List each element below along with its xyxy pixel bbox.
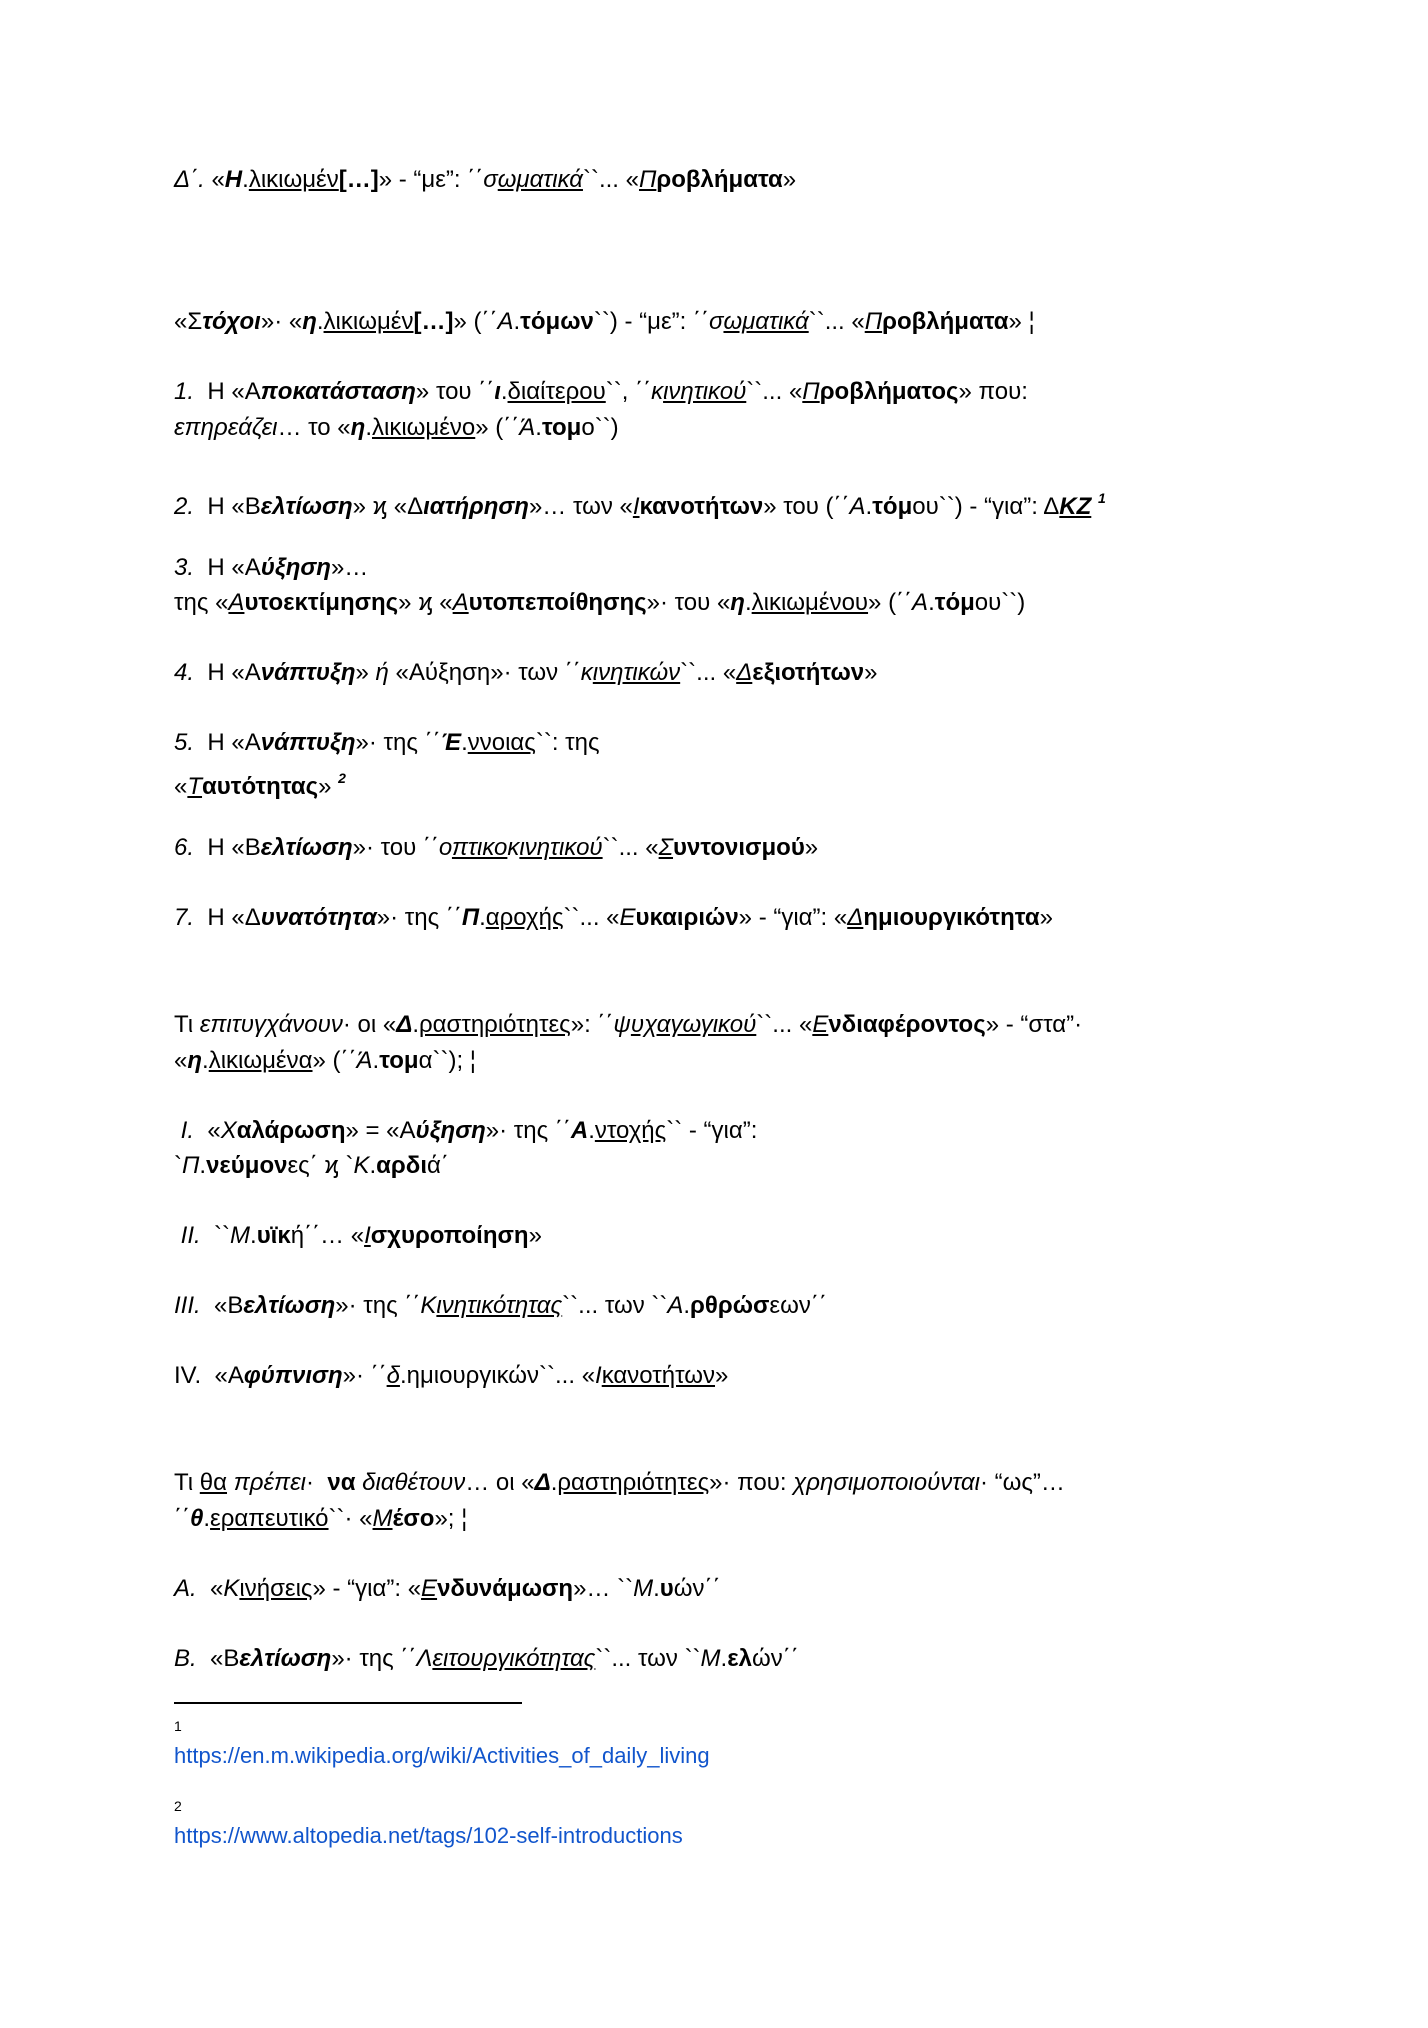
text-line: Τι επιτυγχάνουν· οι «Δ.ραστηριότητες»: ΄΄ψυχαγωγικού``... «Ενδιαφέροντος» - “στα”· <box>174 1011 1083 1038</box>
text-line: I. «Χαλάρωση» = «Αύξηση»· της ΄΄Α.ντοχής`` - “για”: <box>180 1117 758 1144</box>
text-line: «Ταυτότητας» $^2$ <box>174 770 346 800</box>
text-line: 4. Η «Ανάπτυξη» ή «Αύξηση»· των ΄΄κινητικών``... «Δεξιοτήτων» <box>174 659 878 686</box>
footnote-number: 1 <box>174 1718 182 1734</box>
text-line: ΄΄θ.εραπευτικό``· «Μέσο»; ¦ <box>174 1505 468 1532</box>
footnote-number: 2 <box>174 1798 182 1814</box>
footnote-link[interactable]: https://en.m.wikipedia.org/wiki/Activities_of_daily_living <box>174 1743 710 1768</box>
text-line: 2. Η «Βελτίωση» ϗ «Διατήρηση»… των «Ικανοτήτων» του (΄΄Α.τόμου``) - “για”: ΔΚΖ $^1$ <box>174 490 1106 520</box>
text-line: `Π.νεύμονες΄ ϗ `Κ.αρδιά΄ <box>174 1152 449 1179</box>
text-line: της «Αυτοεκτίμησης» ϗ «Αυτοπεποίθησης»· του «η.λικιωμένου» (΄΄Α.τόμου``) <box>174 589 1026 616</box>
text-line: «η.λικιωμένα» (΄΄Ά.τομα``); ¦ <box>174 1047 477 1074</box>
text-line: 3. Η «Αύξηση»… <box>174 554 369 581</box>
text-line: III. «Βελτίωση»· της ΄΄Κινητικότητας``... των ``Α.ρθρώσεων΄΄ <box>174 1292 827 1319</box>
text-line: IV. «Αφύπνιση»· ΄΄δ.ημιουργικών``... «Ικανοτήτων» <box>174 1362 729 1389</box>
footnote-link[interactable]: https://www.altopedia.net/tags/102-self-introductions <box>174 1823 683 1848</box>
text-line: 5. Η «Ανάπτυξη»· της ΄΄Έ.ννοιας``: της <box>174 729 600 756</box>
text-line: 6. Η «Βελτίωση»· του ΄΄οπτικοκινητικού``... «Συντονισμού» <box>174 834 819 861</box>
footnote-separator <box>174 1702 522 1704</box>
text-line: Τι θα πρέπει· να διαθέτουν… οι «Δ.ραστηριότητες»· που: χρησιμοποιούνται· “ως”… <box>174 1469 1065 1496</box>
text-line: II. ``Μ.υϊκή΄΄… «Ισχυροποίηση» <box>180 1222 542 1249</box>
text-line: A. «Κινήσεις» - “για”: «Ενδυνάμωση»… ``Μ.υών΄΄ <box>174 1575 721 1602</box>
text-line: 1. Η «Αποκατάσταση» του ΄΄ι.διαίτερου``, ΄΄κινητικού``... «Προβλήματος» που: <box>174 378 1028 405</box>
text-line: 7. Η «Δυνατότητα»· της ΄΄Π.αροχής``... «Ευκαιριών» - “για”: «Δημιουργικότητα» <box>174 904 1053 931</box>
text-line: B. «Βελτίωση»· της ΄΄Λειτουργικότητας``... των ``Μ.ελών΄΄ <box>174 1645 799 1672</box>
text-line: επηρεάζει… το «η.λικιωμένο» (΄΄Ά.τομο``) <box>174 414 619 441</box>
text-line: Δ΄. «Η.λικιωμέν[…]» - “με”: ΄΄σωματικά``... «Προβλήματα» <box>174 166 797 193</box>
text-line: «Στόχοι»· «η.λικιωμέν[…]» (΄΄Α.τόμων``) - “με”: ΄΄σωματικά``... «Προβλήματα» ¦ <box>174 308 1035 335</box>
